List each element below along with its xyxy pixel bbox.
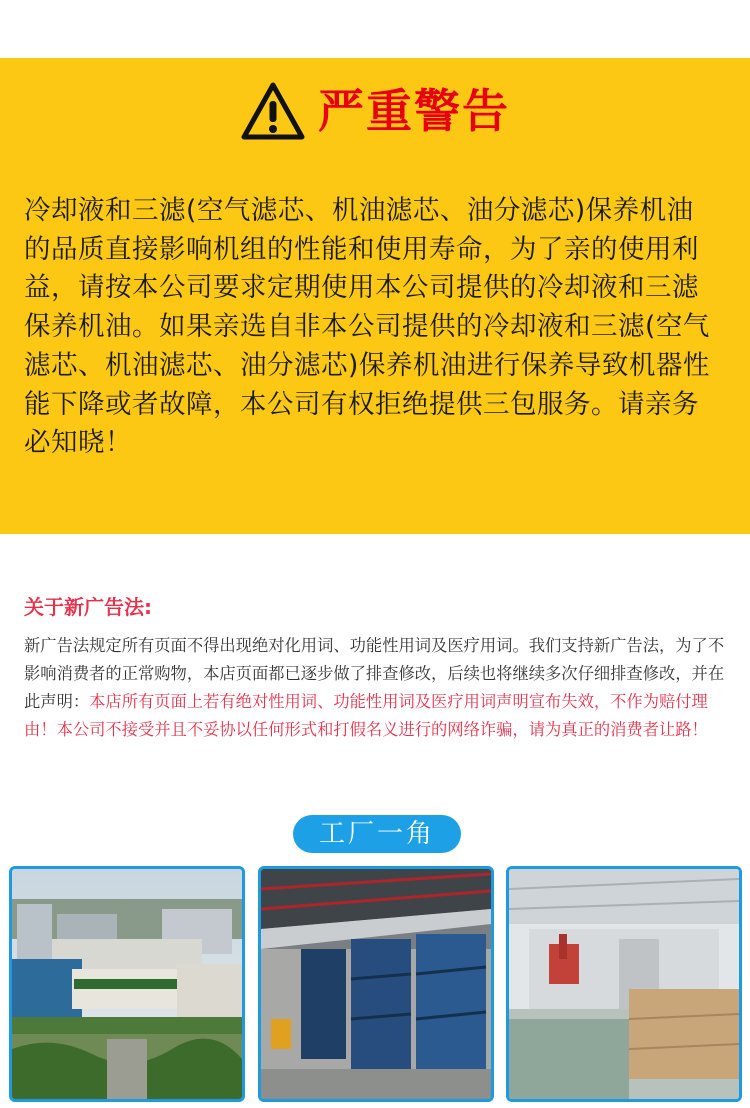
factory-aerial-photo — [9, 866, 245, 1102]
factory-badge: 工厂一角 — [293, 815, 461, 853]
workshop-photo — [506, 866, 742, 1102]
warning-header — [0, 76, 750, 146]
warning-triangle-icon — [240, 81, 306, 141]
ad-law-body-highlight: 本店所有页面上若有绝对性用词、功能性用词及医疗用词声明宣布失效，不作为赔付理由！本公司不接受并且不妥协以任何形式和打假名义进行的网络诈骗，请为真正的消费者让路！ — [24, 692, 708, 740]
warehouse-photo — [258, 866, 494, 1102]
warning-body: 冷却液和三滤(空气滤芯、机油滤芯、油分滤芯)保养机油 的品质直接影响机组的性能和使用寿命，为了亲的使用利 益，请按本公司要求定期使用本公司提供的冷却液和三滤 保养机油。如果亲选自非本公司提供的冷却液和三滤(空气 滤芯、机油滤芯、油分滤芯)保养机油进行保养导致机器性 能下降或者故障，本公司有权拒绝提供三包服务。请亲务 必知晓！ — [24, 195, 710, 459]
ad-law-body — [24, 632, 728, 744]
ad-law-title: 关于新广告法: — [24, 595, 152, 619]
ad-law-body-text: 新广告法规定所有页面不得出现绝对化用词、功能性用词及医疗用词。我们支持新广告法，为了不影响消费者的正常购物，本店页面都已逐步做了排查修改，后续也将继续多次仔细排查修改，并在此声明： — [24, 636, 725, 712]
warning-title: 严重警告 — [318, 84, 510, 138]
